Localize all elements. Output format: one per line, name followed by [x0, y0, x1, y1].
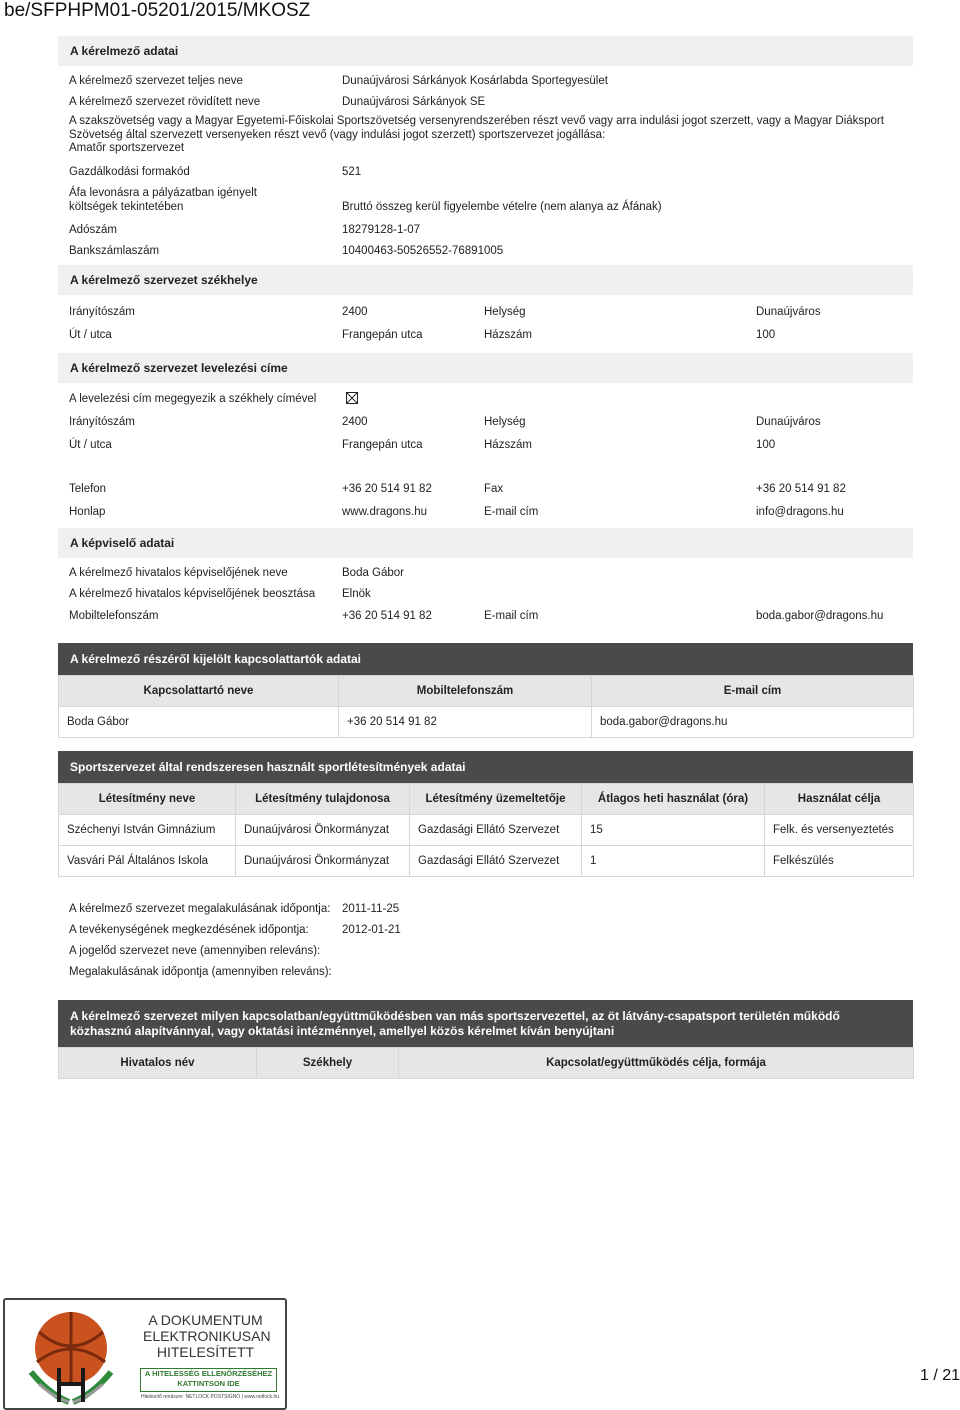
status-value: Amatőr sportszervezet — [69, 142, 185, 154]
facilities-header-name: Létesítmény neve — [59, 783, 236, 814]
mail-row-2 — [58, 434, 913, 457]
mail-zip-label: Irányítószám — [69, 415, 135, 428]
contact-mobile-cell: +36 20 514 91 82 — [339, 706, 592, 737]
full-name-label: A kérelmező szervezet teljes neve — [69, 75, 243, 87]
pred-founded-row — [58, 962, 913, 983]
authentication-badge[interactable] — [3, 1298, 287, 1410]
seat-house-value: 100 — [756, 328, 776, 341]
mail-street-label: Út / utca — [69, 438, 112, 451]
short-name-label: A kérelmező szervezet rövidített neve — [69, 96, 261, 108]
mail-house-label: Házszám — [484, 438, 532, 451]
contact-name-cell: Boda Gábor — [59, 706, 339, 737]
founded-label: A kérelmező szervezet megalakulásának időpontja: — [69, 902, 331, 915]
facilities-table-title: Sportszervezet által rendszeresen használt sportlétesítmények adatai — [58, 751, 913, 783]
started-label: A tevékenységének megkezdésének időpontja: — [69, 923, 309, 936]
contacts-header-mobile: Mobiltelefonszám — [339, 675, 592, 706]
seat-zip-label: Irányítószám — [69, 305, 135, 318]
seat-zip-value: 2400 — [342, 305, 368, 318]
mail-house-value: 100 — [756, 438, 776, 451]
short-name-row — [58, 92, 913, 113]
facilities-header-purpose: Használat célja — [765, 783, 914, 814]
contacts-header-email: E-mail cím — [592, 675, 914, 706]
pred-founded-label: Megalakulásának időpontja (amennyiben releváns): — [69, 965, 332, 978]
status-text: A szakszövetség vagy a Magyar Egyetemi-Főiskolai Sportszövetség versenyrendszerében részt vevő vagy arra indulási jogot szerzett, vagy a Magyar Diáksport Szövetség által szervezett versenyeken részt vevő (vagy indulási jogot szerzett) sportszervezet jogállása: — [69, 115, 884, 141]
rep-email-value[interactable]: boda.gabor@dragons.hu — [756, 609, 884, 622]
coop-header-seat: Székhely — [257, 1047, 399, 1078]
seat-city-label: Helység — [484, 305, 526, 318]
facility-operator-cell: Gazdasági Ellátó Szervezet — [410, 845, 582, 876]
mail-same-label: A levelezési cím megegyezik a székhely címével — [69, 392, 317, 405]
form-code-value: 521 — [342, 165, 362, 178]
mail-street-value: Frangepán utca — [342, 438, 423, 451]
vat-label: Áfa levonásra a pályázatban igényelt költségek tekintetében — [69, 186, 257, 213]
logo-small-print: Hitelesítő rendszer: NETLOCK POSTSIGNO | www.netlock.hu — [141, 1394, 280, 1400]
facility-owner-cell: Dunaújvárosi Önkormányzat — [236, 845, 410, 876]
coop-table-header — [59, 1047, 914, 1078]
predecessor-row — [58, 941, 913, 962]
facilities-header-hours: Átlagos heti használat (óra) — [582, 783, 765, 814]
contacts-table — [58, 675, 914, 738]
vat-value: Bruttó összeg kerül figyelembe vételre (nem alanya az Áfának) — [342, 200, 662, 213]
form-code-row — [58, 162, 913, 183]
facilities-header-operator: Létesítmény üzemeltetője — [410, 783, 582, 814]
fax-value: +36 20 514 91 82 — [756, 482, 846, 495]
tax-label: Adószám — [69, 223, 117, 236]
full-name-row — [58, 71, 913, 92]
form-content — [58, 36, 913, 1079]
email-value[interactable]: info@dragons.hu — [756, 505, 844, 518]
mail-row-1 — [58, 411, 913, 434]
founded-value: 2011-11-25 — [342, 902, 400, 915]
contacts-header-name: Kapcsolattartó neve — [59, 675, 339, 706]
logo-line-3: HITELESÍTETT — [156, 1344, 255, 1360]
section-seat-title: A kérelmező szervezet székhelye — [58, 265, 913, 295]
logo-text — [143, 1312, 271, 1360]
mail-same-row — [58, 387, 913, 411]
section-rep-title: A képviselő adatai — [58, 528, 913, 558]
seat-city-value: Dunaújváros — [756, 305, 821, 318]
predecessor-label: A jogelőd szervezet neve (amennyiben releváns): — [69, 944, 321, 957]
coop-table-title: A kérelmező szervezet milyen kapcsolatban/együttműködésben van más sportszervezettel, az öt látvány-csapatsport területén működő közhasznú alapítvánnyal, vagy oktatási intézménnyel, amellyel közös kérelmet kíván benyújtani — [58, 1000, 913, 1047]
rep-name-row — [58, 563, 913, 584]
phone-value: +36 20 514 91 82 — [342, 482, 432, 495]
seat-row-1 — [58, 301, 913, 324]
tax-row — [58, 220, 913, 241]
rep-role-row — [58, 584, 913, 605]
section-applicant-title: A kérelmező adatai — [58, 36, 913, 66]
seat-row-2 — [58, 324, 913, 347]
founded-row — [58, 899, 913, 920]
seat-street-value: Frangepán utca — [342, 328, 423, 341]
rep-role-label: A kérelmező hivatalos képviselőjének beosztása — [69, 587, 316, 600]
facility-operator-cell: Gazdasági Ellátó Szervezet — [410, 814, 582, 845]
verify-link[interactable]: A HITELESSÉG ELLENŐRZÉSÉHEZ KATTINTSON IDE — [140, 1368, 277, 1392]
facilities-table-header — [59, 783, 914, 814]
vat-row — [58, 186, 913, 220]
fax-label: Fax — [484, 482, 504, 495]
page-number: 1 / 21 — [919, 1367, 960, 1384]
rep-name-value: Boda Gábor — [342, 566, 405, 579]
email-label: E-mail cím — [484, 505, 539, 518]
facility-name-cell: Vasvári Pál Általános Iskola — [59, 845, 236, 876]
facility-name-cell: Széchenyi István Gimnázium — [59, 814, 236, 845]
checkbox-checked-icon — [346, 392, 358, 404]
phone-label: Telefon — [69, 482, 107, 495]
full-name-value: Dunaújvárosi Sárkányok Kosárlabda Sportegyesület — [342, 75, 608, 87]
facilities-table — [58, 783, 914, 877]
tax-value: 18279128-1-07 — [342, 223, 421, 236]
rep-name-label: A kérelmező hivatalos képviselőjének neve — [69, 566, 288, 579]
contact-row-2 — [58, 501, 913, 524]
facilities-header-owner: Létesítmény tulajdonosa — [236, 783, 410, 814]
contact-row-1 — [58, 478, 913, 501]
facility-purpose-cell: Felk. és versenyeztetés — [765, 814, 914, 845]
web-label: Honlap — [69, 505, 106, 518]
section-mail-title: A kérelmező szervezet levelezési címe — [58, 353, 913, 383]
web-value[interactable]: www.dragons.hu — [342, 505, 428, 518]
coop-header-purpose: Kapcsolat/együttműködés célja, formája — [399, 1047, 914, 1078]
basketball-logo-icon — [9, 1302, 139, 1406]
seat-street-label: Út / utca — [69, 328, 112, 341]
rep-email-label: E-mail cím — [484, 609, 539, 622]
facility-hours-cell: 15 — [582, 814, 765, 845]
rep-mobile-value: +36 20 514 91 82 — [342, 609, 432, 622]
document-id: be/SFPHPM01-05201/2015/MKOSZ — [4, 0, 311, 21]
mail-zip-value: 2400 — [342, 415, 368, 428]
logo-line-2: ELEKTRONIKUSAN — [143, 1328, 271, 1344]
table-row — [59, 845, 914, 876]
contacts-table-title: A kérelmező részéről kijelölt kapcsolattartók adatai — [58, 643, 913, 675]
bank-row — [58, 241, 913, 262]
form-code-label: Gazdálkodási formakód — [69, 165, 190, 178]
rep-role-value: Elnök — [342, 587, 371, 600]
rep-mobile-label: Mobiltelefonszám — [69, 609, 159, 622]
rep-mobile-row — [58, 605, 913, 628]
seat-house-label: Házszám — [484, 328, 532, 341]
logo-line-1: A DOKUMENTUM — [148, 1312, 263, 1328]
started-row — [58, 920, 913, 941]
facility-purpose-cell: Felkészülés — [765, 845, 914, 876]
bank-value: 10400463-50526552-76891005 — [342, 244, 504, 257]
contacts-table-header — [59, 675, 914, 706]
contact-email-cell[interactable]: boda.gabor@dragons.hu — [592, 706, 914, 737]
facility-hours-cell: 1 — [582, 845, 765, 876]
mail-same-checkbox[interactable] — [346, 387, 358, 411]
short-name-value: Dunaújvárosi Sárkányok SE — [342, 96, 486, 108]
coop-header-name: Hivatalos név — [59, 1047, 257, 1078]
started-value: 2012-01-21 — [342, 923, 401, 936]
mail-city-label: Helység — [484, 415, 526, 428]
mail-city-value: Dunaújváros — [756, 415, 821, 428]
coop-table — [58, 1047, 914, 1079]
table-row — [59, 814, 914, 845]
table-row — [59, 706, 914, 737]
facility-owner-cell: Dunaújvárosi Önkormányzat — [236, 814, 410, 845]
bank-label: Bankszámlaszám — [69, 244, 160, 257]
